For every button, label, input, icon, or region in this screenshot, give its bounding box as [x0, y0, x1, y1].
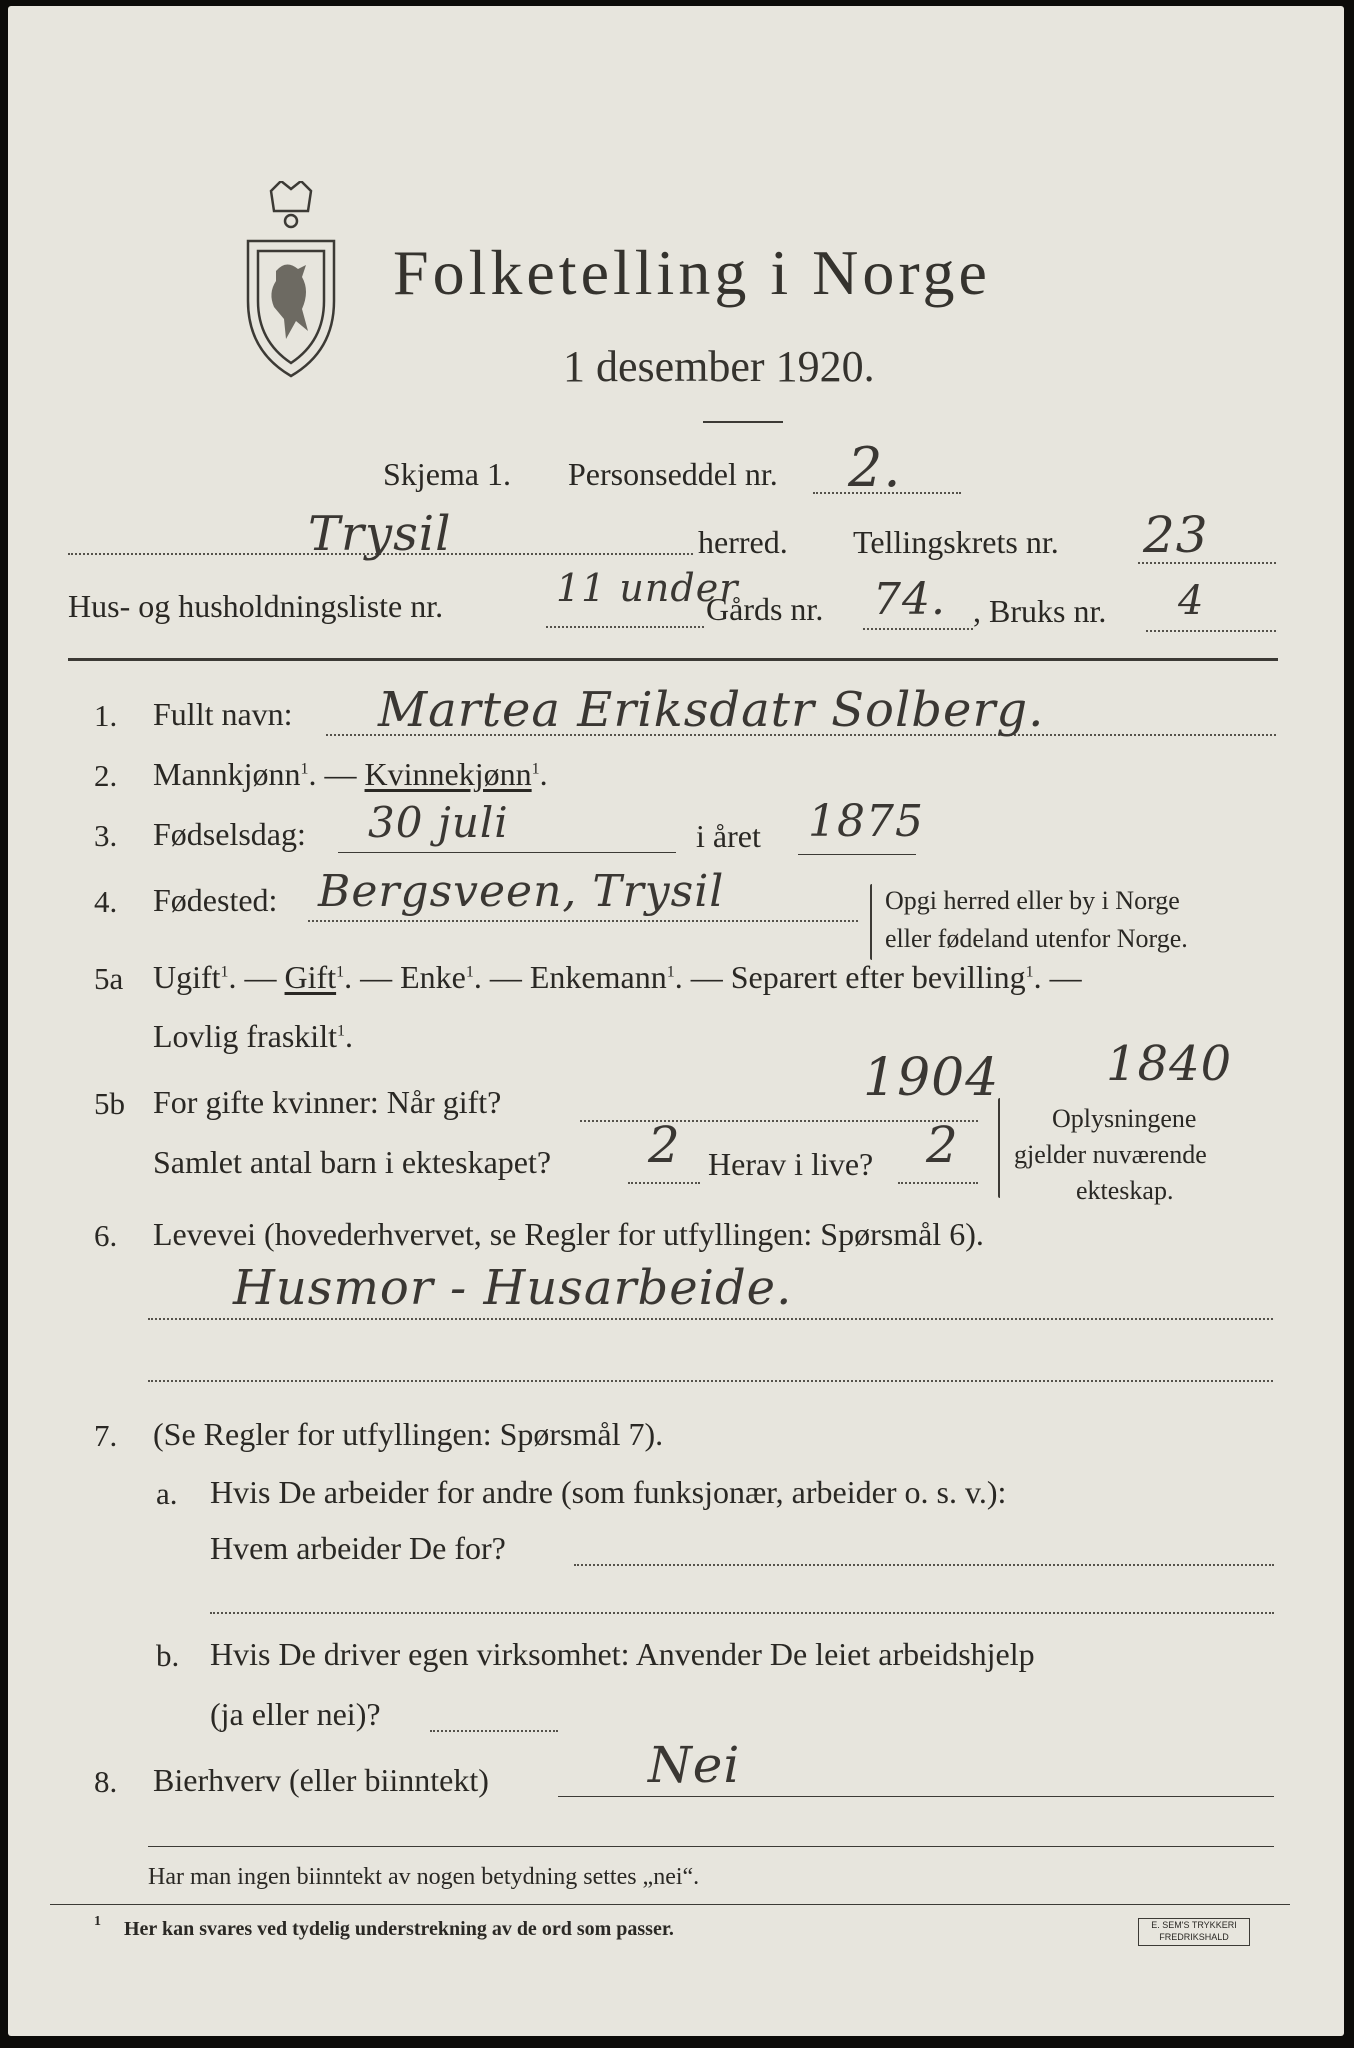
gards-label: Gårds nr.: [706, 591, 824, 627]
q8-number: 8.: [94, 1764, 118, 1799]
form-title: Folketelling i Norge: [393, 237, 991, 308]
gards-line: [863, 628, 973, 630]
tellingskrets-label: Tellingskrets nr.: [853, 524, 1059, 560]
option-mannkjonn[interactable]: Mannkjønn: [153, 756, 301, 792]
bruks-line: [1146, 630, 1276, 632]
q5b-alive-line: [898, 1182, 978, 1184]
q2-options: Mannkjønn$^1$. — Kvinnekjønn$^1$.: [153, 756, 548, 792]
q5b-extra-value: 1840: [1106, 1036, 1233, 1092]
footnote-mark: 1: [94, 1914, 101, 1929]
herred-value: Trysil: [308, 506, 452, 562]
tellingskrets-value: 23: [1143, 506, 1209, 564]
q5a-options-2: Lovlig fraskilt$^1$.: [153, 1018, 353, 1054]
q8-line-2: [148, 1846, 1274, 1847]
printer-stamp: E. SEM'S TRYKKERI FREDRIKSHALD: [1138, 1918, 1250, 1946]
q8-label: Bierhverv (eller biinntekt): [153, 1762, 489, 1798]
q4-line: [308, 920, 858, 922]
q5b-children-label: Samlet antal barn i ekteskapet?: [153, 1144, 552, 1180]
q5b-note-1: Oplysningene: [1052, 1104, 1197, 1133]
q7b-mark: b.: [156, 1638, 180, 1673]
q8-value: Nei: [648, 1736, 741, 1794]
bruks-value: 4: [1178, 578, 1205, 624]
personseddel-label: Personseddel nr.: [568, 456, 778, 492]
q6-number: 6.: [94, 1218, 118, 1253]
q7a-question: Hvem arbeider De for?: [210, 1530, 506, 1566]
q4-note-2: eller fødeland utenfor Norge.: [885, 924, 1188, 953]
q4-number: 4.: [94, 884, 118, 919]
q5b-married-line: [580, 1120, 978, 1122]
option-separert[interactable]: Separert efter bevilling: [730, 959, 1026, 995]
title-divider: [703, 421, 783, 423]
gards-value: 74.: [873, 574, 946, 625]
option-enke[interactable]: Enke: [400, 959, 466, 995]
q7b-label: Hvis De driver egen virksomhet: Anvender De leiet arbeidshjelp: [210, 1636, 1035, 1672]
q3-year-label: i året: [696, 818, 761, 854]
footnote-text: Her kan svares ved tydelig understrekning av de ord som passer.: [124, 1918, 674, 1940]
q1-value: Martea Eriksdatr Solberg.: [378, 682, 1045, 738]
q3-day-line: [338, 852, 676, 853]
q6-label: Levevei (hovederhvervet, se Regler for utfyllingen: Spørsmål 6).: [153, 1216, 984, 1252]
q7a-label: Hvis De arbeider for andre (som funksjonær, arbeider o. s. v.):: [210, 1474, 1007, 1510]
q7-label: (Se Regler for utfyllingen: Spørsmål 7).: [153, 1416, 664, 1452]
q3-number: 3.: [94, 818, 118, 853]
q6-value: Husmor - Husarbeide.: [233, 1260, 793, 1316]
option-gift[interactable]: Gift: [284, 959, 337, 995]
q5b-alive-value: 2: [926, 1116, 959, 1174]
q7a-mark: a.: [156, 1476, 178, 1511]
q7a-line-2: [210, 1612, 1274, 1614]
census-form: [8, 6, 1344, 2036]
husliste-line: [546, 626, 704, 628]
coat-of-arms-icon: [236, 181, 346, 381]
header-rule: [68, 658, 1278, 661]
q7b-question: (ja eller nei)?: [210, 1696, 381, 1732]
q5b-label: For gifte kvinner: Når gift?: [153, 1084, 502, 1120]
q3-year-value: 1875: [808, 796, 924, 847]
q5b-brace: [998, 1098, 1000, 1198]
form-date: 1 desember 1920.: [563, 342, 875, 391]
q3-label: Fødselsdag:: [153, 816, 306, 852]
q5b-children-line: [628, 1182, 700, 1184]
q5b-note-2: gjelder nuværende: [1014, 1140, 1207, 1169]
q1-number: 1.: [94, 698, 118, 733]
husliste-label: Hus- og husholdningsliste nr.: [68, 588, 444, 624]
q4-note-1: Opgi herred eller by i Norge: [885, 886, 1180, 915]
q2-number: 2.: [94, 758, 118, 793]
q5b-alive-label: Herav i live?: [708, 1146, 874, 1182]
bruks-label: , Bruks nr.: [973, 593, 1107, 629]
herred-label: herred.: [698, 524, 788, 560]
q4-value: Bergsveen, Trysil: [318, 866, 725, 917]
footer-note: Har man ingen biinntekt av nogen betydning settes „nei“.: [148, 1864, 700, 1890]
q3-day-value: 30 juli: [368, 798, 509, 847]
q6-line-2: [148, 1380, 1273, 1382]
option-fraskilt[interactable]: Lovlig fraskilt: [153, 1018, 337, 1054]
option-kvinnekjonn[interactable]: Kvinnekjønn: [364, 756, 532, 792]
q6-line-1: [148, 1318, 1273, 1320]
footnote-rule: [50, 1904, 1290, 1905]
q7b-line: [430, 1730, 558, 1732]
q4-brace: [870, 884, 872, 960]
q5b-children-value: 2: [648, 1116, 681, 1174]
q5b-number: 5b: [94, 1086, 125, 1121]
q5a-number: 5a: [94, 961, 124, 996]
q8-line: [558, 1796, 1274, 1797]
q1-label: Fullt navn:: [153, 696, 293, 732]
q5b-note-3: ekteskap.: [1076, 1176, 1174, 1205]
option-ugift[interactable]: Ugift: [153, 959, 221, 995]
q3-year-line: [798, 854, 916, 855]
q5b-married-value: 1904: [863, 1048, 1000, 1108]
q7a-line-1: [574, 1564, 1274, 1566]
q5a-options: Ugift$^1$. — Gift$^1$. — Enke$^1$. — Enkemann$^1$. — Separert efter bevilling$^1$. —: [153, 959, 1082, 995]
q7-number: 7.: [94, 1418, 118, 1453]
personseddel-value: 2.: [848, 436, 902, 499]
husliste-value: 11 under: [556, 566, 739, 610]
skjema-label: Skjema 1.: [383, 456, 511, 492]
option-enkemann[interactable]: Enkemann: [529, 959, 667, 995]
q4-label: Fødested:: [153, 882, 278, 918]
